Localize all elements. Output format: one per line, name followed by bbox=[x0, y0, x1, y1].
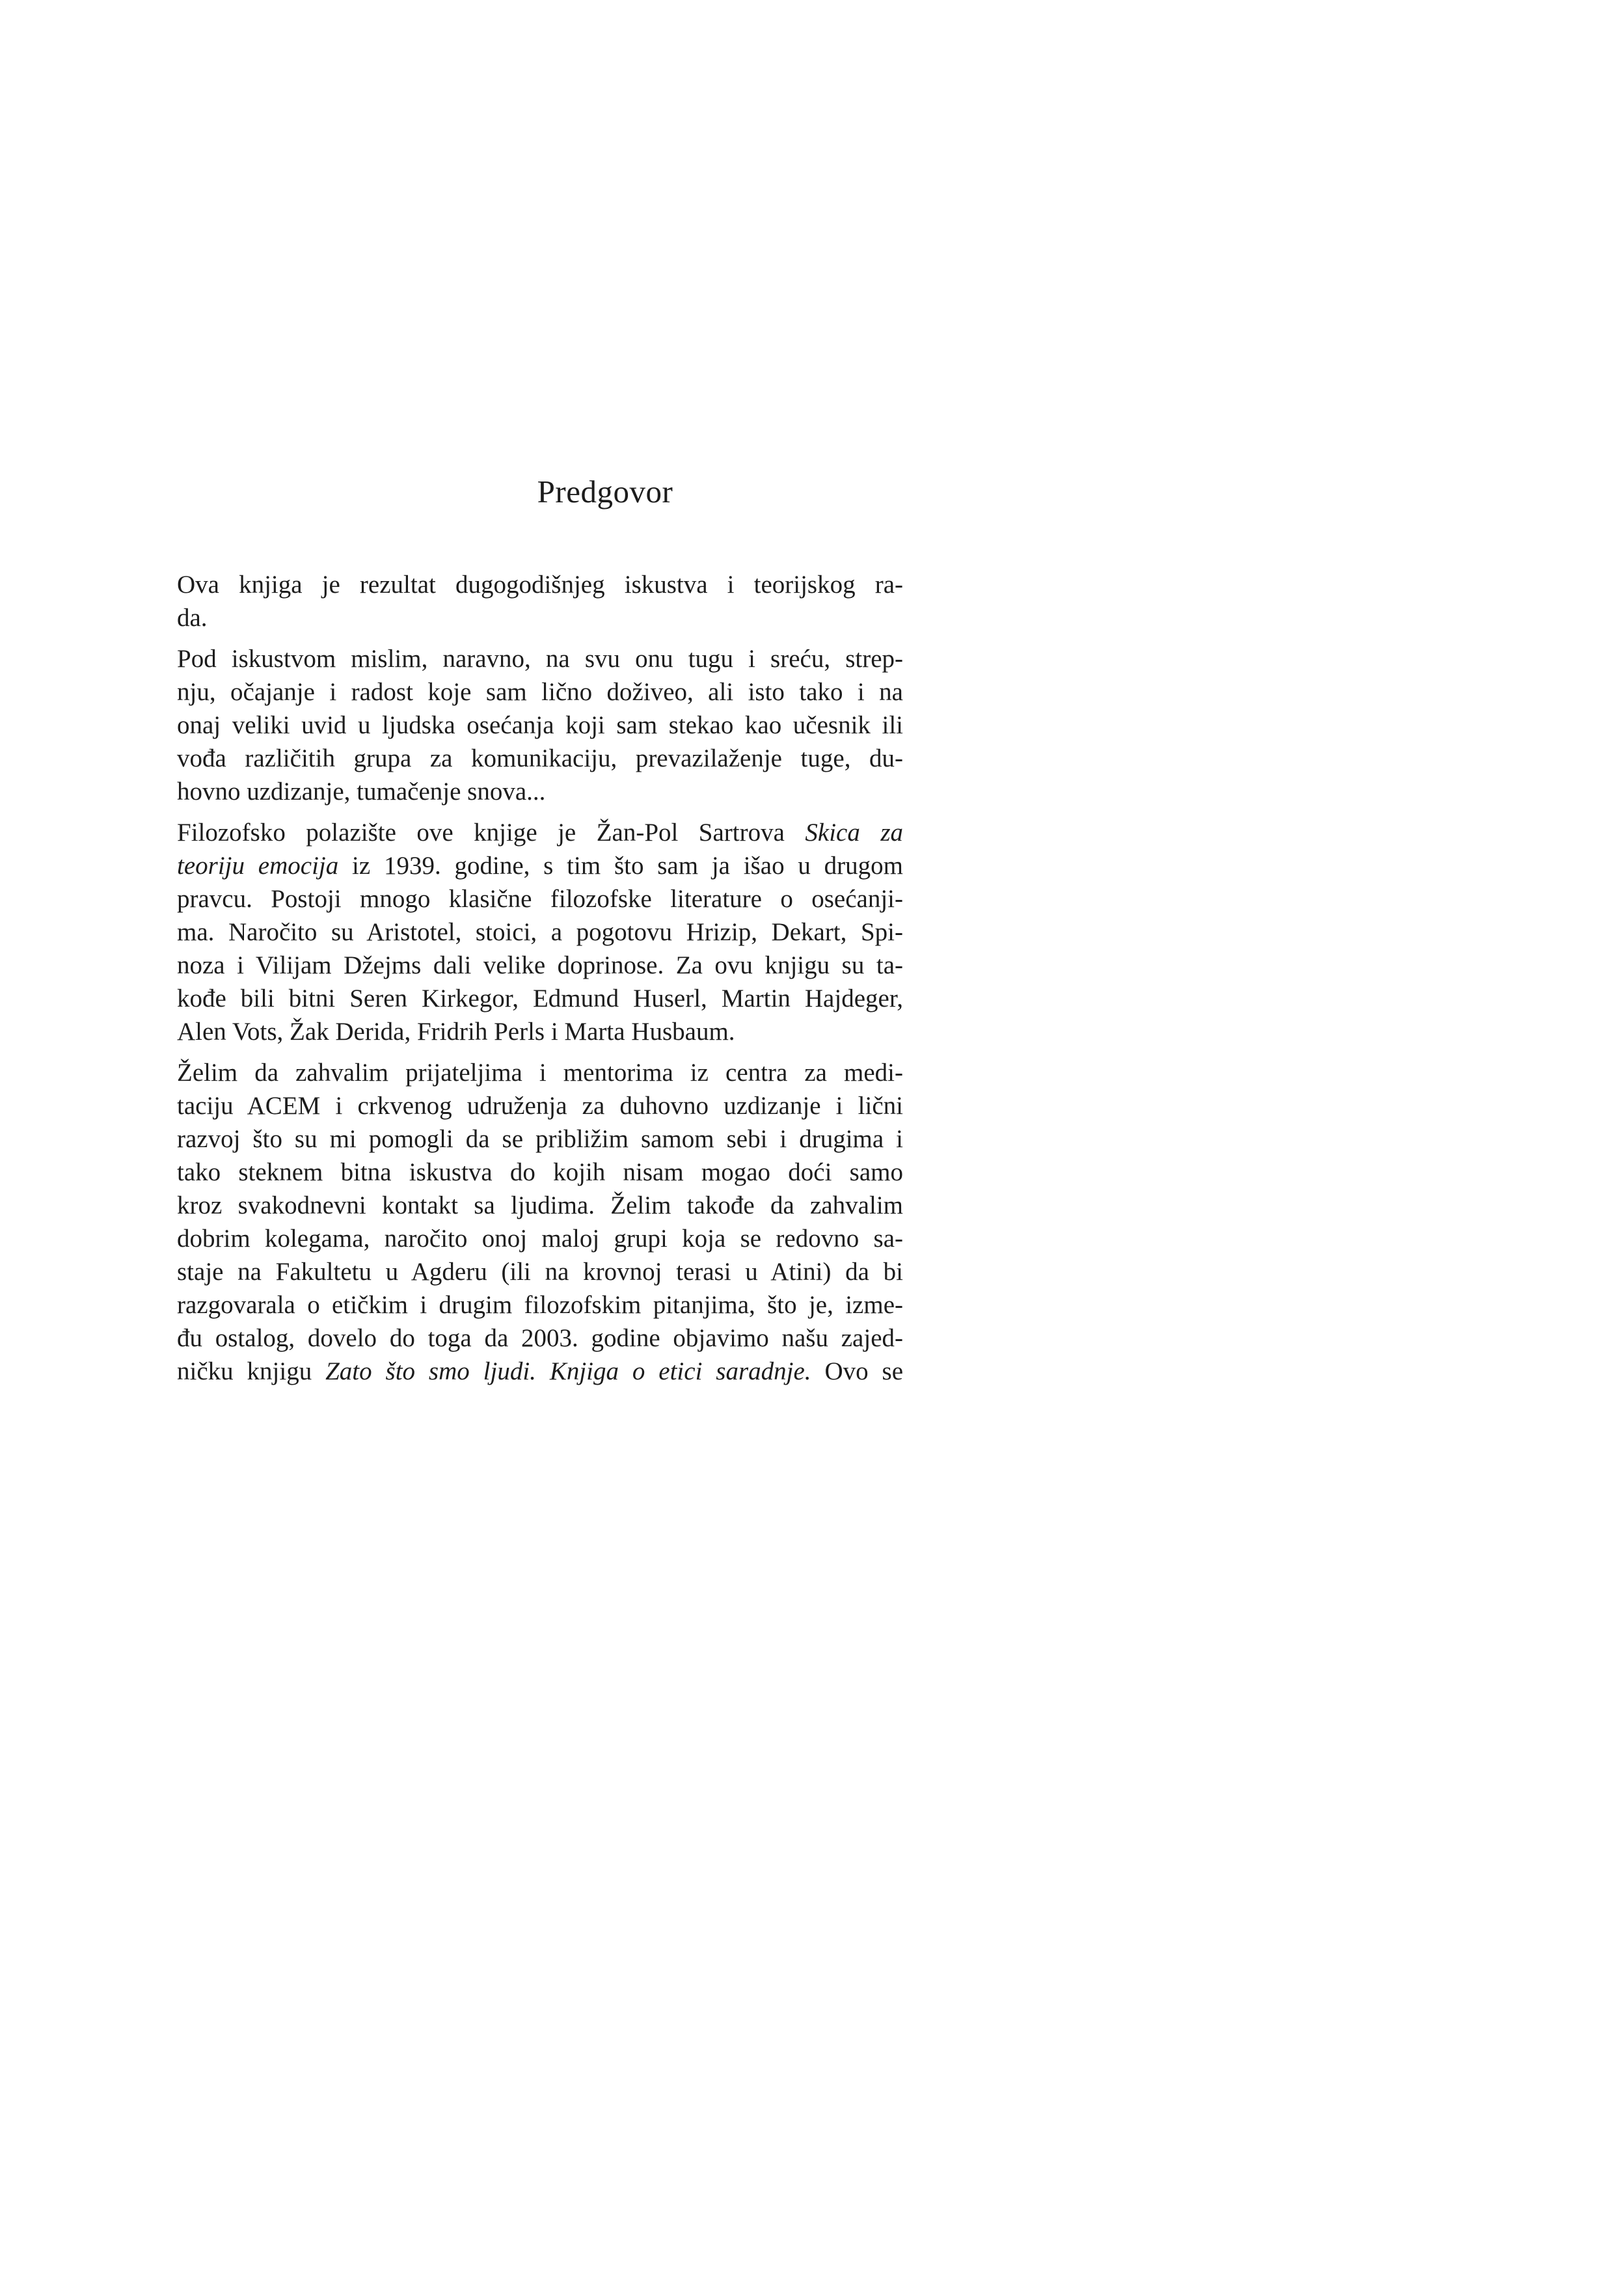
body-text bbox=[177, 568, 903, 1388]
text-line: kroz svakodnevni kontakt sa ljudima. Želim takođe da zahvalim bbox=[177, 1191, 903, 1219]
text-line: đu ostalog, dovelo do toga da 2003. godine objavimo našu zajed- bbox=[177, 1324, 903, 1352]
text-line: da. bbox=[177, 604, 208, 632]
book-title-italic: Zato što smo ljudi. Knjiga o etici saradnje. bbox=[325, 1357, 811, 1385]
text-line: razvoj što su mi pomogli da se približim samom sebi i drugima i bbox=[177, 1125, 903, 1153]
text-line: hovno uzdizanje, tumačenje snova... bbox=[177, 778, 546, 806]
text-line: teoriju emocija iz 1939. godine, s tim što sam ja išao u drugom bbox=[177, 852, 903, 880]
text-line: kođe bili bitni Seren Kirkegor, Edmund Huserl, Martin Hajdeger, bbox=[177, 984, 903, 1012]
text-line: staje na Fakultetu u Agderu (ili na krovnoj terasi u Atini) da bi bbox=[177, 1258, 903, 1286]
text-line: onaj veliki uvid u ljudska osećanja koji sam stekao kao učesnik ili bbox=[177, 711, 903, 739]
text-line: taciju ACEM i crkvenog udruženja za duhovno uzdizanje i lični bbox=[177, 1092, 903, 1120]
text-line: ma. Naročito su Aristotel, stoici, a pogotovu Hrizip, Dekart, Spi- bbox=[177, 918, 903, 946]
text-line: vođa različitih grupa za komunikaciju, prevazilaženje tuge, du- bbox=[177, 744, 903, 772]
page-title: Predgovor bbox=[537, 473, 673, 509]
text-line: ničku knjigu Zato što smo ljudi. Knjiga o etici saradnje. Ovo se bbox=[177, 1357, 903, 1385]
text-line: pravcu. Postoji mnogo klasične filozofske literature o osećanji- bbox=[177, 885, 903, 913]
text-line: Ova knjiga je rezultat dugogodišnjeg iskustva i teorijskog ra- bbox=[177, 571, 903, 599]
text-line: tako steknem bitna iskustva do kojih nisam mogao doći samo bbox=[177, 1158, 903, 1186]
text-line: nju, očajanje i radost koje sam lično doživeo, ali isto tako i na bbox=[177, 678, 903, 706]
text-line: Želim da zahvalim prijateljima i mentorima iz centra za medi- bbox=[177, 1059, 903, 1087]
text-line: Filozofsko polazište ove knjige je Žan-Pol Sartrova Skica za bbox=[177, 819, 903, 847]
text-line: Alen Vots, Žak Derida, Fridrih Perls i Marta Husbaum. bbox=[177, 1018, 735, 1046]
text-line: Pod iskustvom mislim, naravno, na svu onu tugu i sreću, strep- bbox=[177, 645, 903, 673]
text-line: noza i Vilijam Džejms dali velike doprinose. Za ovu knjigu su ta- bbox=[177, 951, 903, 979]
book-title-italic: teoriju emocija bbox=[177, 852, 339, 880]
book-title-italic: Skica za bbox=[805, 819, 903, 847]
text-line: razgovarala o etičkim i drugim filozofskim pitanjima, što je, izme- bbox=[177, 1291, 903, 1319]
text-line: dobrim kolegama, naročito onoj maloj grupi koja se redovno sa- bbox=[177, 1225, 903, 1253]
